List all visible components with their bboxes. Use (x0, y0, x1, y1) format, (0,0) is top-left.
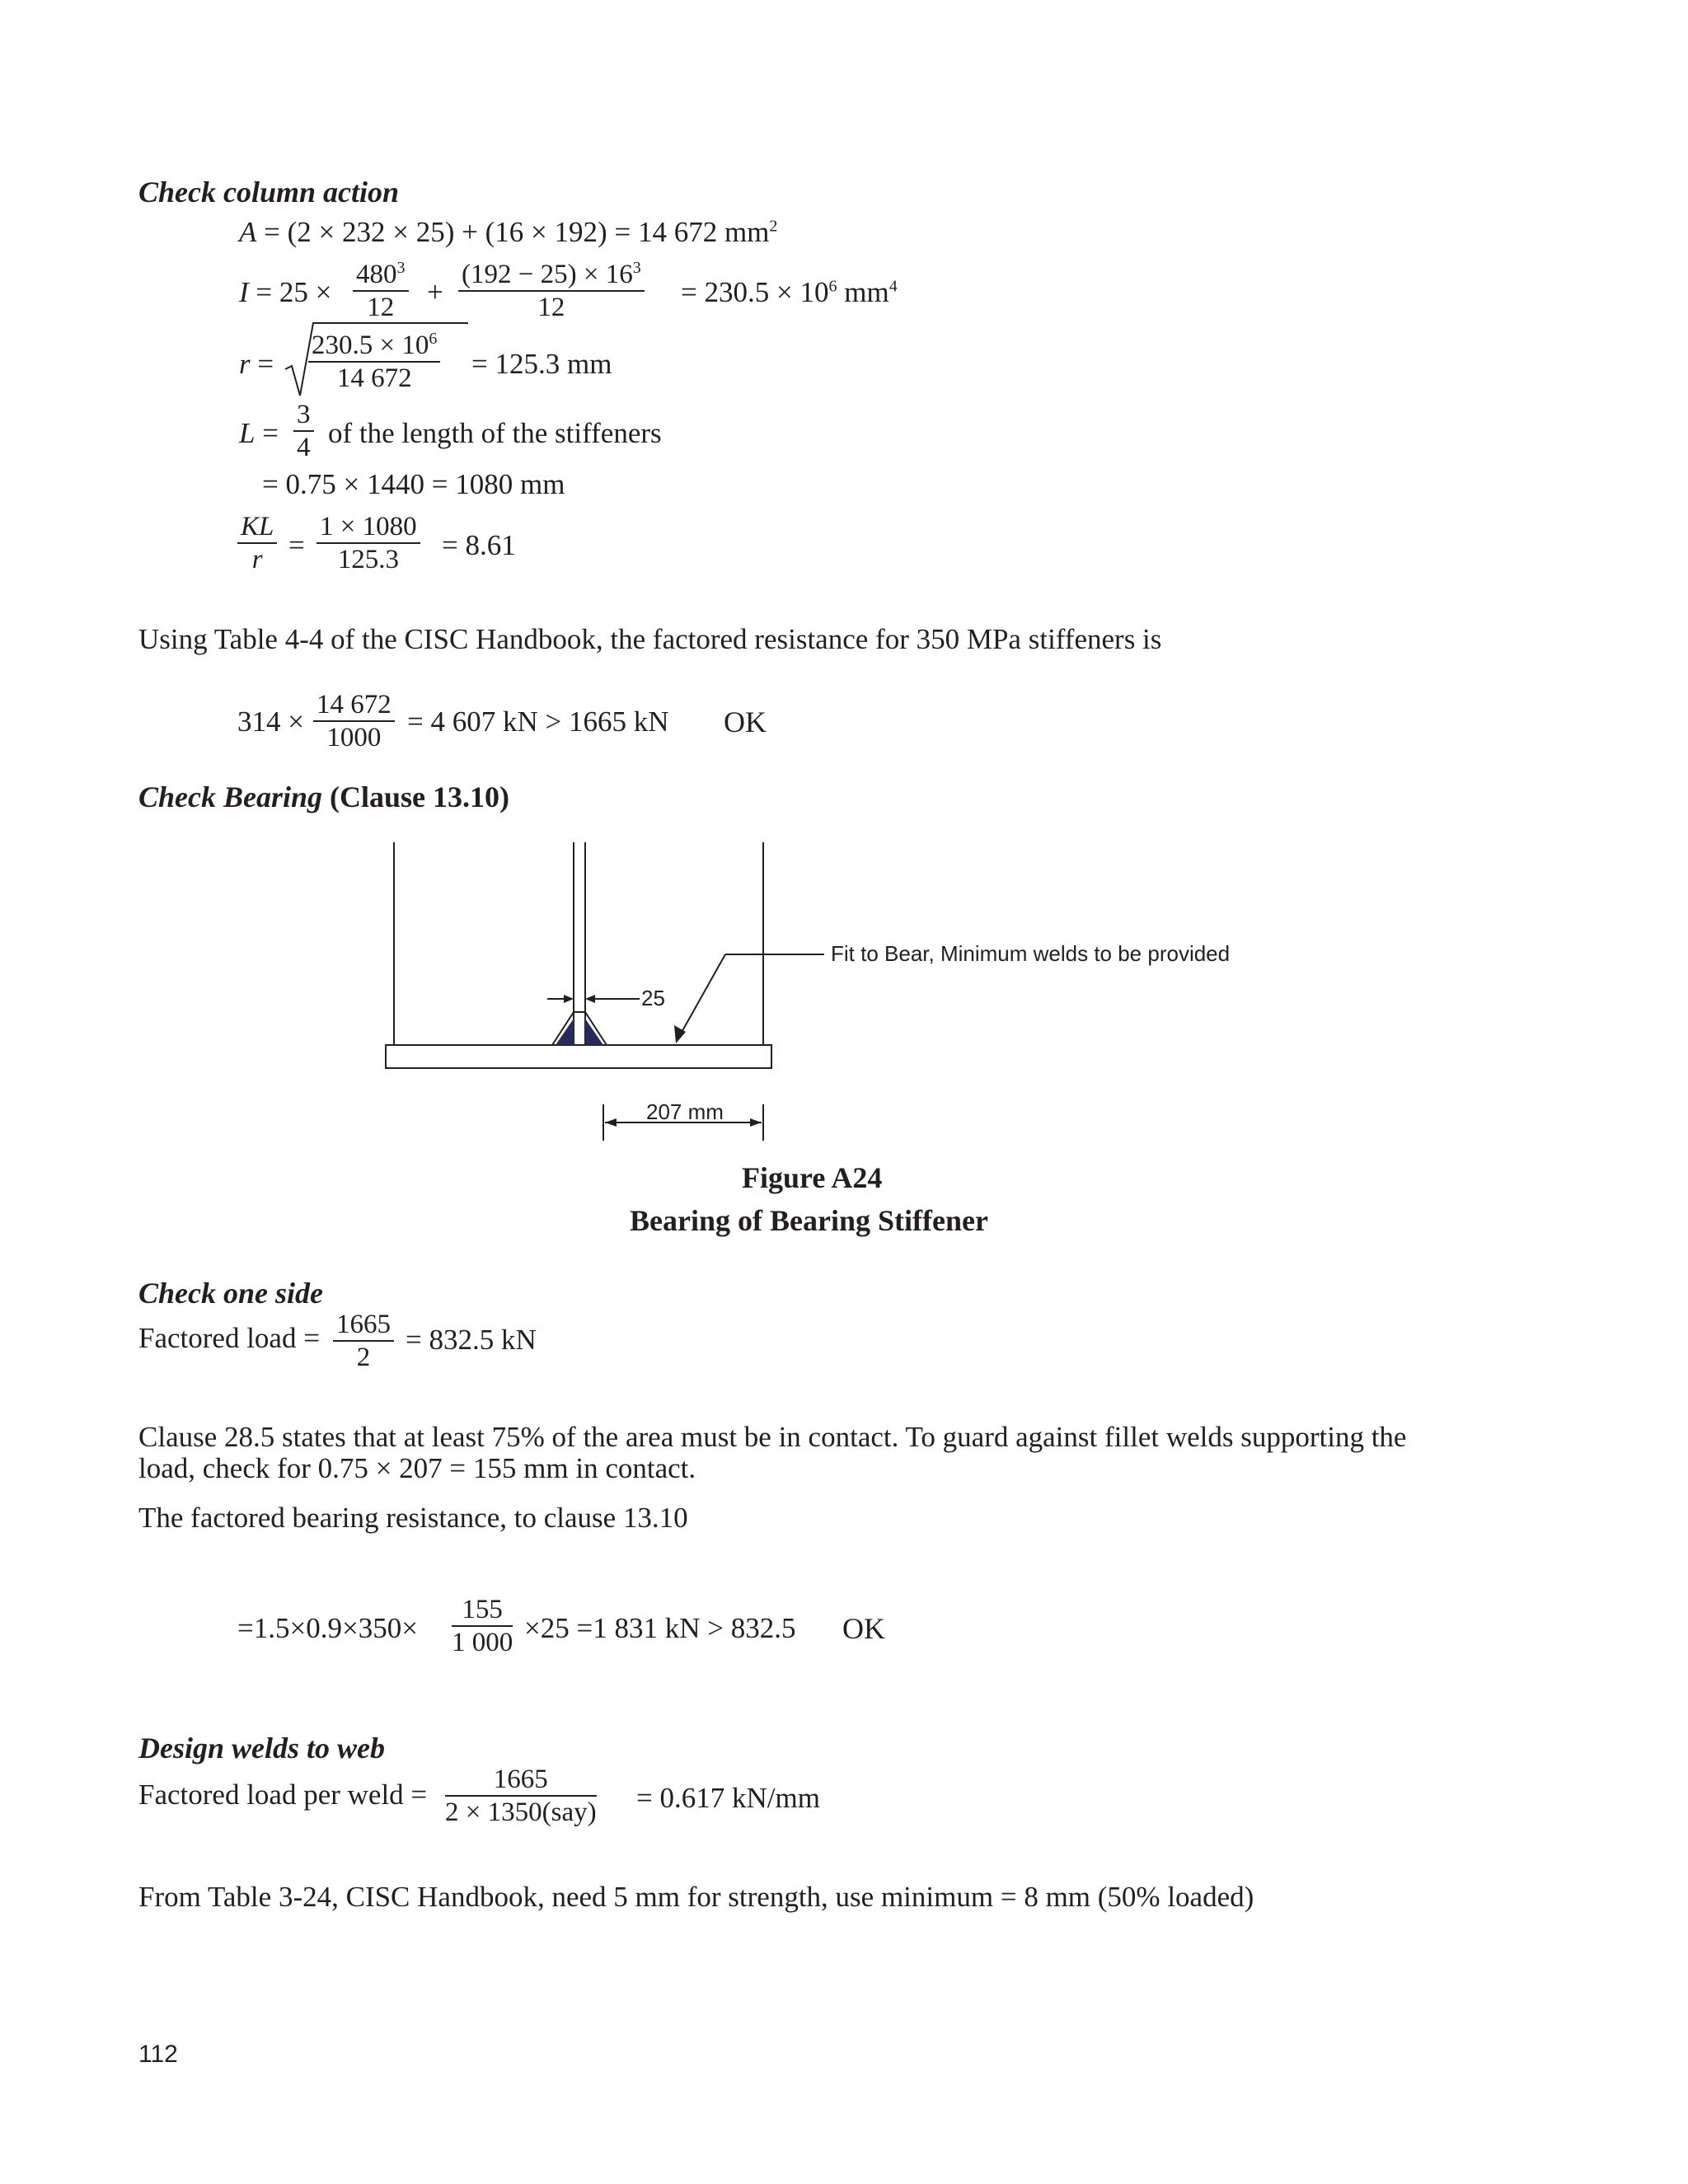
equals: = (262, 417, 279, 449)
heading-clause: (Clause 13.10) (330, 780, 510, 813)
fraction-one-side (333, 1309, 394, 1373)
figure-callout: Fit to Bear, Minimum welds to be provided (831, 941, 1231, 966)
paragraph-table-4-4: Using Table 4-4 of the CISC Handbook, the factored resistance for 350 MPa stiffeners is (138, 623, 1162, 655)
frac-den: 1 000 (452, 1628, 513, 1657)
frac-den: 12 (537, 293, 565, 322)
var-A: A (239, 216, 257, 248)
factored-load-label: Factored load = (138, 1322, 320, 1354)
frac-den: 2 × 1350(say) (445, 1797, 597, 1827)
frac-den: 1000 (326, 723, 382, 752)
exponent: 6 (429, 330, 438, 348)
arrowhead-icon (750, 1118, 762, 1127)
factored-load-result: = 832.5 kN (406, 1324, 537, 1356)
paragraph-bearing-resistance: The factored bearing resistance, to clause 13.10 (138, 1502, 688, 1534)
exponent: 3 (632, 259, 641, 277)
equation-area-rhs: = (2 × 232 × 25) + (16 × 192) = 14 672 mm (264, 216, 770, 248)
frac-num: 3 (293, 399, 314, 432)
equation-length-text: of the length of the stiffeners (328, 417, 662, 449)
fraction-bearing (452, 1594, 513, 1658)
bearing-plate (386, 1045, 771, 1068)
frac-den: 2 (356, 1343, 371, 1372)
frac-num: (192 − 25) × 16 (462, 260, 633, 289)
paragraph-clause-line-2: load, check for 0.75 × 207 = 155 mm in contact. (138, 1452, 696, 1484)
frac-den: 12 (367, 293, 395, 322)
heading-check-column-action: Check column action (138, 176, 400, 209)
equals: = (257, 348, 274, 380)
plus-sign: + (427, 276, 443, 308)
bearing-eq-result: ×25 =1 831 kN > 832.5 (524, 1612, 796, 1644)
weld-load-label: Factored load per weld = (138, 1779, 428, 1811)
exponent: 2 (769, 217, 778, 236)
figure-title: Bearing of Bearing Stiffener (630, 1204, 988, 1237)
dimension-207: 207 mm (646, 1099, 724, 1124)
arrowhead-icon (605, 1118, 617, 1127)
var-I: I (239, 276, 249, 308)
arrowhead-icon (564, 995, 574, 1003)
resistance-pre: 314 × (237, 705, 304, 738)
paragraph-table-3-24: From Table 3-24, CISC Handbook, need 5 mm for strength, use minimum = 8 mm (50% loaded) (138, 1881, 1254, 1913)
inertia-value: = 230.5 × 10 (681, 276, 829, 308)
equals: = (288, 529, 305, 561)
exponent: 4 (889, 277, 898, 296)
heading-italic: Check Bearing (138, 780, 323, 813)
frac-num: KL (237, 511, 277, 544)
equation-inertia-pre: = 25 × (256, 276, 332, 308)
heading-check-one-side: Check one side (138, 1277, 323, 1310)
ok-label: OK (842, 1612, 885, 1645)
weld-left-icon (556, 1019, 574, 1045)
frac-num: 1665 (333, 1309, 394, 1342)
weld-right-icon (585, 1019, 603, 1045)
weld-load-result: = 0.617 kN/mm (636, 1782, 820, 1814)
frac-num: 14 672 (313, 689, 395, 722)
paragraph-clause-line-1: Clause 28.5 states that at least 75% of the area must be in contact. To guard against fillet welds supporting the (138, 1421, 1407, 1453)
frac-den: r (251, 545, 263, 574)
frac-num: 230.5 × 10 (312, 330, 429, 360)
frac-den: 14 672 (336, 363, 412, 393)
fraction-weld (445, 1764, 597, 1828)
exponent: 6 (828, 277, 837, 296)
equation-radius-result: = 125.3 mm (471, 348, 612, 380)
frac-num: 1 × 1080 (316, 511, 420, 544)
inertia-unit: mm (844, 276, 889, 308)
ok-label: OK (724, 705, 767, 738)
frac-num: 1665 (445, 1764, 597, 1797)
arrowhead-icon (585, 995, 595, 1003)
frac-num: 480 (356, 260, 397, 289)
frac-den: 125.3 (337, 545, 399, 574)
var-r: r (239, 348, 251, 380)
callout-leader-diagonal (680, 954, 725, 1035)
bearing-eq-pre: =1.5×0.9×350× (237, 1612, 418, 1644)
slenderness-result: = 8.61 (442, 529, 516, 561)
equation-length-value: = 0.75 × 1440 = 1080 mm (262, 468, 565, 500)
page-number: 112 (138, 2041, 178, 2068)
figure-number: Figure A24 (742, 1161, 883, 1194)
dimension-25: 25 (641, 986, 665, 1010)
resistance-result: = 4 607 kN > 1665 kN (407, 705, 669, 738)
var-L: L (239, 417, 256, 449)
exponent: 3 (396, 259, 406, 277)
frac-den: 4 (297, 433, 311, 462)
frac-num: 155 (452, 1594, 513, 1627)
heading-design-welds: Design welds to web (138, 1732, 386, 1765)
